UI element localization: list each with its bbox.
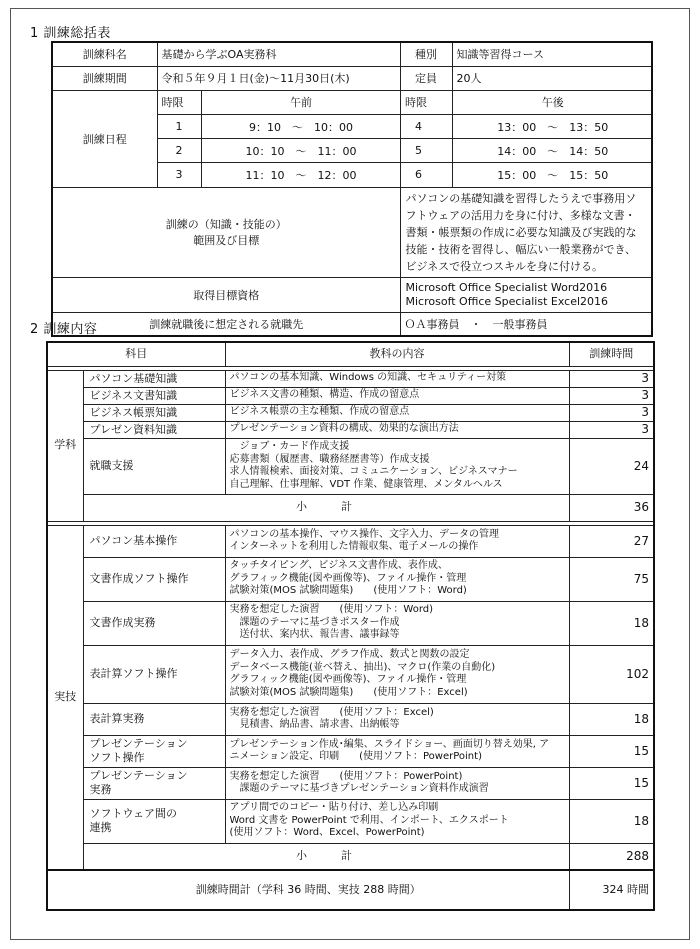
content-line: パソコンの基本知識、Windows の知識、セキュリティー対策 [229, 372, 507, 384]
course-row [47, 525, 654, 557]
goal-label-line-2: 範囲及び目標 [193, 234, 260, 247]
hours-value: 24 [569, 438, 654, 494]
hours-value: 75 [569, 557, 654, 601]
content-line: プレゼンテーション作成･編集、スライドショー、画面切り替え効果, ア [229, 738, 550, 750]
course-row [47, 767, 654, 799]
schedule-header-am: 午前 [202, 91, 401, 115]
header-hours: 訓練時間 [569, 342, 654, 366]
period-label: 訓練期間 [52, 66, 157, 90]
content-table [46, 341, 655, 911]
schedule-header-pm: 午後 [453, 91, 653, 115]
subject-name [83, 421, 225, 438]
qual-text [400, 277, 652, 312]
qual-label: 取得目標資格 [52, 277, 400, 312]
subject-name-line: 就職支援 [89, 459, 134, 472]
section2-title: 2 訓練内容 [30, 322, 98, 337]
content-line: 試験対策(MOS 試験問題集) (使用ソフト：Excel) [229, 686, 468, 698]
schedule-cell [157, 90, 652, 187]
content-description [225, 387, 569, 404]
content-line: 課題のテーマに基づきプレゼンテーション資料作成演習 [229, 783, 489, 794]
pm-time: 13：00 ～ 13：50 [453, 115, 653, 139]
goal-label [52, 187, 400, 277]
period-value: 令和５年９月１日(金)～11月30日(木) [157, 66, 400, 90]
subject-name [83, 735, 225, 767]
subject-name-line: ソフトウェア間の [89, 807, 178, 820]
content-line: グラフィック機能(図や画像等)、ファイル操作・管理 [229, 572, 467, 584]
subject-name-line: 表計算ソフト操作 [89, 667, 178, 680]
course-row [47, 421, 654, 438]
content-description [225, 370, 569, 387]
content-line: 課題のテーマに基づきポスター作成 [229, 616, 400, 628]
content-line: ジョブ・カード作成支援 [229, 441, 350, 452]
job-label: 訓練就職後に想定される就職先 [52, 312, 400, 336]
course-row [47, 735, 654, 767]
pm-period-no: 4 [401, 115, 453, 139]
subject-name-line: 実務 [89, 783, 112, 796]
content-line: ビジネス帳票の主な種類、作成の留意点 [229, 406, 410, 418]
am-time: 10：10 ～ 11：00 [202, 139, 401, 163]
am-time: 11：10 ～ 12：00 [202, 163, 401, 187]
course-row [47, 438, 654, 494]
content-header-row [47, 342, 654, 366]
content-line: 実務を想定した演習 (使用ソフト：PowerPoint) [229, 770, 463, 782]
summary-table [51, 41, 653, 337]
content-description [225, 421, 569, 438]
hours-value: 3 [569, 404, 654, 421]
content-description [225, 404, 569, 421]
subject-name [83, 370, 225, 387]
content-line: アプリ間でのコピー・貼り付け、差し込み印刷 [229, 802, 439, 814]
subject-name-line: プレゼンテーション [89, 769, 188, 782]
goal-text: パソコンの基礎知識を習得したうえで事務用ソフトウェアの活用力を身に付け、多様な文書・書類・帳票類の作成に必要な知識及び実践的な技能・技術を習得し、幅広い一般業務ができ、ビジネスで役立つスキルを身に付ける。 [400, 187, 652, 277]
qual-word: Microsoft Office Specialist Word2016 [405, 280, 608, 294]
content-line: タッチタイピング、ビジネス文書作成、表作成、 [229, 560, 448, 572]
content-description [225, 557, 569, 601]
gakka-category: 学科 [47, 370, 83, 521]
course-row [47, 645, 654, 703]
content-line: Word 文書を PowerPoint で利用、インポート、エクスポート [229, 814, 509, 826]
hours-value: 27 [569, 525, 654, 557]
content-line: パソコンの基本操作、マウス操作、文字入力、データの管理 [229, 528, 499, 540]
subject-name [83, 799, 225, 843]
content-line: プレゼンテーション資料の構成、効果的な演出方法 [229, 423, 459, 435]
total-label: 訓練時間計（学科 36 時間、実技 288 時間） [47, 870, 569, 910]
schedule-table [158, 91, 653, 187]
course-row [47, 387, 654, 404]
hours-value: 3 [569, 421, 654, 438]
type-value: 知識等習得コース [452, 42, 652, 66]
capacity-value: 20人 [452, 66, 652, 90]
subject-name [83, 601, 225, 645]
total-value: 324 時間 [569, 870, 654, 910]
gakka-subtotal-row [47, 494, 654, 521]
content-line: 応募書類（履歴書、職務経歴書等）作成支援 [229, 453, 430, 465]
course-row [47, 557, 654, 601]
course-row [47, 404, 654, 421]
content-line: 求人情報検索、面接対策、コミュニケーション、ビジネスマナー [229, 466, 518, 477]
subject-name [83, 703, 225, 735]
content-description [225, 645, 569, 703]
content-line: 試験対策(MOS 試験問題集) (使用ソフト：Word) [229, 585, 467, 597]
course-name: 基礎から学ぶOA実務科 [157, 42, 400, 66]
jitsugi-subtotal-row [47, 843, 654, 870]
subject-name-line: 表計算実務 [89, 712, 145, 725]
hours-value: 18 [569, 601, 654, 645]
type-label: 種別 [400, 42, 452, 66]
content-description [225, 601, 569, 645]
subject-name-line: ソフト操作 [89, 751, 145, 764]
hours-value: 15 [569, 767, 654, 799]
content-line: 自己理解、仕事理解、VDT 作業、健康管理、メンタルヘルス [229, 478, 503, 490]
jitsugi-category: 実技 [47, 525, 83, 870]
course-row [47, 703, 654, 735]
subject-name [83, 557, 225, 601]
am-period-no: 3 [158, 163, 202, 187]
subject-name [83, 438, 225, 494]
subject-name-line: 文書作成実務 [89, 616, 156, 629]
subject-name [83, 767, 225, 799]
subject-name-line: プレゼンテーション [89, 737, 188, 750]
total-row [47, 870, 654, 910]
hours-value: 18 [569, 703, 654, 735]
subject-name-line: 連携 [89, 821, 112, 834]
job-value: ＯＡ事務員 ・ 一般事務員 [400, 312, 652, 336]
content-line: ビジネス文書の種類、構造、作成の留意点 [229, 389, 420, 401]
content-line: 実務を想定した演習 (使用ソフト：Word) [229, 604, 434, 616]
am-period-no: 1 [158, 115, 202, 139]
content-line: データ入力、表作成、グラフ作成、数式と関数の設定 [229, 649, 470, 660]
content-line: インターネットを利用した情報収集、電子メールの操作 [229, 541, 479, 552]
content-line: データベース機能(並べ替え、抽出)、マクロ(作業の自動化) [229, 661, 496, 673]
content-description [225, 525, 569, 557]
content-line: 送付状、案内状、報告書、議事録等 [229, 629, 400, 641]
capacity-label: 定員 [400, 66, 452, 90]
am-time: 9：10 ～ 10：00 [202, 115, 401, 139]
goal-label-line-1: 訓練の（知識・技能の） [165, 218, 287, 231]
content-line: (使用ソフト：Word、Excel、PowerPoint) [229, 827, 425, 839]
subtotal-label: 小計 [83, 494, 569, 521]
subtotal-value: 288 [569, 843, 654, 870]
subject-name-line: プレゼン資料知識 [89, 422, 178, 436]
hours-value: 102 [569, 645, 654, 703]
hours-value: 3 [569, 387, 654, 404]
qual-excel: Microsoft Office Specialist Excel2016 [405, 294, 609, 308]
subject-name-line: ビジネス文書知識 [89, 388, 178, 402]
subject-name-line: パソコン基本操作 [89, 534, 178, 547]
subject-name-line: パソコン基礎知識 [89, 371, 178, 385]
course-row [47, 601, 654, 645]
subject-name-line: ビジネス帳票知識 [89, 405, 178, 419]
content-line: 実務を想定した演習 (使用ソフト：Excel) [229, 706, 434, 718]
schedule-label: 訓練日程 [52, 90, 157, 187]
subject-name [83, 645, 225, 703]
header-subject: 科目 [47, 342, 225, 366]
pm-period-no: 5 [401, 139, 453, 163]
content-description [225, 735, 569, 767]
subject-name-line: 文書作成ソフト操作 [89, 572, 189, 585]
content-description [225, 438, 569, 494]
am-period-no: 2 [158, 139, 202, 163]
hours-value: 15 [569, 735, 654, 767]
section1-title: 1 訓練総括表 [30, 26, 111, 41]
header-content: 教科の内容 [225, 342, 569, 366]
content-line: 見積書、納品書、請求書、出納帳等 [229, 719, 400, 730]
subject-name [83, 387, 225, 404]
content-line: グラフィック機能(図や画像等)、ファイル操作・管理 [229, 674, 467, 685]
content-line: ニメーション設定、印刷 (使用ソフト：PowerPoint) [229, 751, 482, 762]
course-row [47, 799, 654, 843]
course-row [47, 370, 654, 387]
schedule-header-period: 時限 [158, 91, 202, 115]
content-description [225, 799, 569, 843]
course-name-label: 訓練科名 [52, 42, 157, 66]
content-description [225, 703, 569, 735]
schedule-header-period2: 時限 [401, 91, 453, 115]
hours-value: 18 [569, 799, 654, 843]
pm-time: 14：00 ～ 14：50 [453, 139, 653, 163]
pm-period-no: 6 [401, 163, 453, 187]
subject-name [83, 525, 225, 557]
subtotal-label: 小計 [83, 843, 569, 870]
pm-time: 15：00 ～ 15：50 [453, 163, 653, 187]
content-description [225, 767, 569, 799]
subtotal-value: 36 [569, 494, 654, 521]
subject-name [83, 404, 225, 421]
hours-value: 3 [569, 370, 654, 387]
